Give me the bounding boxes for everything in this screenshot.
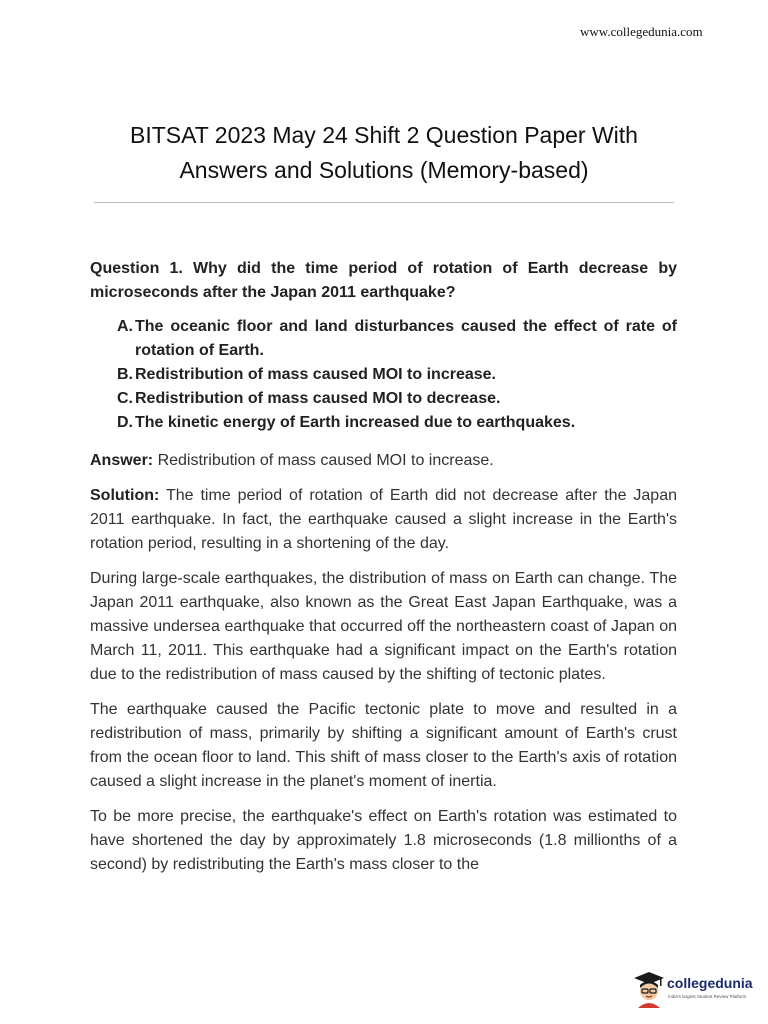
title-line-2: Answers and Solutions (Memory-based) <box>179 157 589 183</box>
solution-paragraph <box>90 484 677 556</box>
option-text: The oceanic floor and land disturbances caused the effect of rate of rotation of Earth. <box>135 318 677 359</box>
answer-text: Redistribution of mass caused MOI to increase. <box>157 452 494 469</box>
logo-tagline: India's largest Student Review Platform <box>668 994 747 999</box>
document-body <box>90 257 677 888</box>
solution-paragraph-3: The earthquake caused the Pacific tectonic plate to move and resulted in a redistribution of mass, primarily by shifting a significant amount of Earth's crust from the ocean floor to land. This shift of mass closer to the Earth's axis of rotation caused a slight increase in the planet's moment of inertia. <box>90 701 677 790</box>
site-url[interactable]: www.collegedunia.com <box>580 24 703 39</box>
option-letter: C. <box>117 390 133 407</box>
solution-paragraph-2: During large-scale earthquakes, the distribution of mass on Earth can change. The Japan 2011 earthquake, also known as the Great East Japan Earthquake, was a massive undersea earthquake that occurred off the northeastern coast of Japan on March 11, 2011. This earthquake had a significant impact on the Earth's rotation due to the redistribution of mass caused by the shifting of tectonic plates. <box>90 570 677 683</box>
option-letter: D. <box>117 414 133 431</box>
title-divider <box>94 202 674 203</box>
option-letter: A. <box>117 318 133 335</box>
collegedunia-logo <box>632 970 752 1010</box>
option-c <box>90 387 677 411</box>
option-d <box>90 411 677 435</box>
answer-paragraph <box>90 449 677 473</box>
question-text: Question 1. Why did the time period of rotation of Earth decrease by microseconds after the Japan 2011 earthquake? <box>90 260 677 301</box>
logo-wordmark: collegedunia <box>667 975 753 991</box>
option-letter: B. <box>117 366 133 383</box>
answer-label: Answer: <box>90 452 154 469</box>
option-text: Redistribution of mass caused MOI to increase. <box>135 366 496 383</box>
solution-label: Solution: <box>90 487 160 504</box>
option-text: Redistribution of mass caused MOI to decrease. <box>135 390 501 407</box>
mascot-graduate-icon <box>632 970 666 1008</box>
title-line-1: BITSAT 2023 May 24 Shift 2 Question Paper With <box>130 122 638 148</box>
option-b <box>90 363 677 387</box>
option-a <box>90 315 677 363</box>
solution-text: The time period of rotation of Earth did not decrease after the Japan 2011 earthquake. In fact, the earthquake caused a slight increase in the Earth's rotation period, resulting in a shortening of the day. <box>90 487 678 552</box>
document-title <box>60 118 708 188</box>
option-text: The kinetic energy of Earth increased due to earthquakes. <box>135 414 576 431</box>
answer-options <box>90 315 677 435</box>
solution-paragraph-4: To be more precise, the earthquake's effect on Earth's rotation was estimated to have shortened the day by approximately 1.8 microseconds (1.8 millionths of a second) by redistributing the Earth's mass closer to the <box>90 808 677 873</box>
